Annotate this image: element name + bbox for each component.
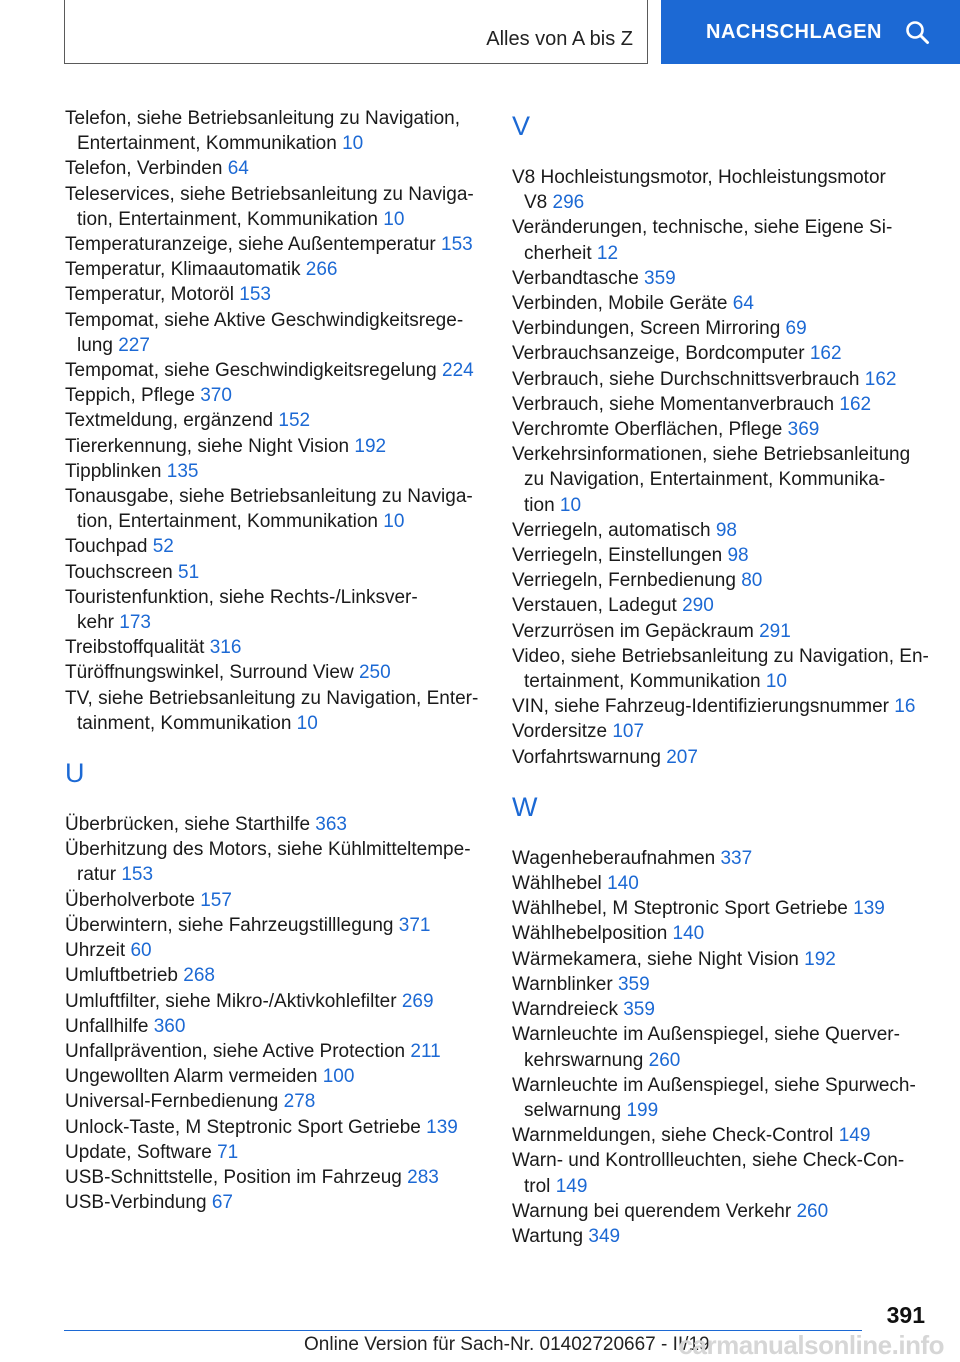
index-entry: [65, 459, 480, 484]
index-entry-text: VIN, siehe Fahrzeug-Identifizierungsnummer: [512, 696, 890, 718]
section-gap: [512, 770, 932, 787]
index-page-link[interactable]: 135: [166, 460, 199, 482]
index-entry: [65, 106, 480, 156]
index-entry-text: Uhrzeit: [65, 940, 126, 962]
index-entry-text: Unfallhilfe: [65, 1015, 149, 1037]
index-entry: [65, 257, 480, 282]
index-entry-text: Verzurrösen im Gepäckraum: [512, 620, 754, 642]
index-entry-text: Verriegeln, automatisch: [512, 519, 711, 541]
index-entry-text: Tiererkennung, siehe Night Vision: [65, 435, 350, 457]
index-column-right: [512, 106, 932, 1249]
index-entry-text: Teppich, Pflege: [65, 385, 195, 407]
index-page-link[interactable]: 192: [804, 948, 836, 970]
index-page-link[interactable]: 64: [732, 293, 754, 315]
index-entry-text: Telefon, Verbinden: [65, 158, 223, 180]
index-entry-text: USB-Verbindung: [65, 1192, 207, 1214]
index-entry: [65, 1014, 480, 1039]
index-entry: [512, 619, 932, 644]
index-entry-text: Touchscreen: [65, 561, 173, 583]
index-entry-text: Verbrauchsanzeige, Bordcomputer: [512, 343, 805, 365]
index-entry: [65, 308, 480, 358]
index-page-link[interactable]: 371: [398, 914, 431, 936]
index-page-link[interactable]: 250: [358, 662, 391, 684]
index-entry-text: Textmeldung, ergänzend: [65, 410, 274, 432]
index-entry-text: Unlock-Taste, M Steptronic Sport Getriebe: [65, 1116, 421, 1138]
index-page-link[interactable]: 316: [209, 637, 242, 659]
index-page-link[interactable]: 98: [715, 519, 737, 541]
index-entry-text: Verstauen, Ladegut: [512, 595, 677, 617]
index-entry-text: Verbrauch, siehe Durchschnittsverbrauch: [512, 368, 860, 390]
index-entry: [65, 837, 480, 887]
index-entry-text: Video, siehe Betriebsanleitung zu Navigation, Entertainment, Kommunikation: [512, 645, 929, 693]
index-entry: [65, 635, 480, 660]
index-entry: [65, 1165, 480, 1190]
index-page-link[interactable]: 80: [741, 570, 763, 592]
index-entry-text: USB-Schnittstelle, Position im Fahrzeug: [65, 1166, 402, 1188]
index-page-link[interactable]: 71: [217, 1141, 239, 1163]
index-entry: [512, 846, 932, 871]
index-page-link[interactable]: 260: [796, 1200, 829, 1222]
index-entry: [512, 947, 932, 972]
page-number: 391: [886, 1302, 925, 1328]
index-entry: [512, 568, 932, 593]
index-entry: [65, 560, 480, 585]
index-entry-text: Warn- und Kontrollleuchten, siehe Check-Control: [512, 1150, 905, 1197]
index-page-link[interactable]: 12: [596, 242, 619, 264]
index-entry-text: V8 Hochleistungsmotor, Hochleistungsmotor V8: [512, 167, 886, 214]
index-entry: [65, 383, 480, 408]
index-entry: [65, 1115, 480, 1140]
index-page-link[interactable]: 139: [426, 1116, 458, 1138]
index-entry-text: Verchromte Oberflächen, Pflege: [512, 419, 783, 441]
index-page-link[interactable]: 207: [666, 746, 698, 768]
index-entry-text: Tonausgabe, siehe Betriebsanleitung zu Navigation, Entertainment, Kommunikation: [65, 486, 473, 533]
index-page-link[interactable]: 157: [200, 889, 232, 911]
index-entry: [65, 1089, 480, 1114]
index-entry-text: Treibstoffqualität: [65, 637, 205, 659]
index-page-link[interactable]: 10: [342, 133, 364, 155]
header-section-box: [64, 0, 648, 64]
index-entry-text: Tempomat, siehe Aktive Geschwindigkeitsregelung: [65, 309, 464, 356]
index-entry: [512, 165, 932, 215]
index-entry-text: TV, siehe Betriebsanleitung zu Navigation, Entertainment, Kommunikation: [65, 687, 479, 734]
index-entry: [512, 442, 932, 518]
index-page-link[interactable]: 153: [441, 234, 473, 256]
index-page-link[interactable]: 260: [648, 1049, 681, 1071]
index-page-link[interactable]: 337: [720, 847, 753, 869]
index-entry: [65, 1140, 480, 1165]
index-entry-text: Verbandtasche: [512, 267, 639, 289]
index-entry: [65, 156, 480, 181]
index-entry: [65, 1190, 480, 1215]
index-entry: [65, 938, 480, 963]
index-entry-text: Veränderungen, technische, siehe Eigene Sicherheit: [512, 217, 893, 264]
index-entry-text: Vordersitze: [512, 721, 608, 743]
index-entry: [65, 989, 480, 1014]
index-entry: [512, 1123, 932, 1148]
index-page-link[interactable]: 10: [296, 712, 318, 734]
index-entry: [65, 484, 480, 534]
index-entry-text: Wählhebelposition: [512, 923, 668, 945]
index-entry: [512, 1073, 932, 1123]
index-entry: [512, 997, 932, 1022]
index-entry-text: Warnmeldungen, siehe Check-Control: [512, 1125, 834, 1147]
index-page-link[interactable]: 360: [153, 1015, 186, 1037]
index-page-link[interactable]: 139: [853, 898, 885, 920]
index-page-link[interactable]: 296: [552, 192, 585, 214]
index-entry-text: Tempomat, siehe Geschwindigkeitsregelung: [65, 360, 437, 382]
index-page-link[interactable]: 60: [130, 940, 152, 962]
index-page-link[interactable]: 211: [410, 1040, 441, 1062]
index-entry-text: Touristenfunktion, siehe Rechts-/Linksverkehr: [65, 586, 418, 634]
index-entry-text: Universal-Fernbedienung: [65, 1091, 279, 1113]
index-page-link[interactable]: 268: [183, 965, 215, 987]
index-entry-text: Teleservices, siehe Betriebsanleitung zu Navigation, Entertainment, Kommunikation: [65, 183, 474, 230]
index-entry-text: Unfallprävention, siehe Active Protection: [65, 1040, 406, 1062]
index-page-link[interactable]: 369: [787, 419, 820, 441]
index-entry-text: Ungewollten Alarm vermeiden: [65, 1066, 318, 1088]
index-page-link[interactable]: 162: [809, 343, 842, 365]
index-page-link[interactable]: 10: [559, 494, 582, 516]
index-entry: [512, 417, 932, 442]
index-entry: [512, 719, 932, 744]
index-entry: [65, 534, 480, 559]
index-page-link[interactable]: 162: [839, 393, 872, 415]
index-entry-text: Warnleuchte im Außenspiegel, siehe Spurwechselwarnung: [512, 1074, 916, 1121]
index-entry: [512, 291, 932, 316]
index-entry: [512, 896, 932, 921]
index-page-link[interactable]: 290: [682, 595, 714, 617]
index-entry: [512, 694, 932, 719]
index-entry-text: Verriegeln, Fernbedienung: [512, 570, 736, 592]
index-entry-text: Umluftbetrieb: [65, 965, 178, 987]
index-page-link[interactable]: 98: [727, 545, 749, 567]
section-gap: [65, 736, 480, 753]
index-entry: [65, 434, 480, 459]
section-letter: W: [512, 791, 538, 822]
index-entry-text: Verkehrsinformationen, siehe Betriebsanleitung zu Navigation, Entertainment, Kommunikation: [512, 444, 911, 516]
index-entry: [65, 660, 480, 685]
index-entry-text: Telefon, siehe Betriebsanleitung zu Navigation, Entertainment, Kommunikation: [65, 108, 461, 155]
index-entry: [65, 812, 480, 837]
index-page-link[interactable]: 266: [305, 259, 338, 281]
header-section-title: Alles von A bis Z: [486, 28, 633, 50]
index-entry: [512, 593, 932, 618]
index-entry: [65, 913, 480, 938]
index-page-link[interactable]: 64: [227, 158, 249, 180]
index-page-link[interactable]: 69: [785, 318, 807, 340]
index-entry: [65, 358, 480, 383]
index-entry-text: Wählhebel: [512, 873, 602, 895]
index-entry-text: Update, Software: [65, 1141, 212, 1163]
index-entry-text: Türöffnungswinkel, Surround View: [65, 662, 354, 684]
index-entry: [65, 888, 480, 913]
index-entry: [512, 972, 932, 997]
index-column-left: [65, 106, 480, 1215]
index-entry-text: Touchpad: [65, 536, 148, 558]
index-entry: [512, 1199, 932, 1224]
index-page-link[interactable]: 10: [383, 208, 405, 230]
index-page-link[interactable]: 149: [555, 1175, 588, 1197]
index-page-link[interactable]: 140: [607, 873, 639, 895]
index-entry: [65, 1064, 480, 1089]
index-entry-text: Verbindungen, Screen Mirroring: [512, 318, 781, 340]
index-entry: [512, 1224, 932, 1249]
index-page-link[interactable]: 10: [765, 671, 787, 693]
index-page-link[interactable]: 10: [383, 511, 405, 533]
index-page-link[interactable]: 370: [200, 385, 232, 407]
index-entry-text: Warndreieck: [512, 999, 618, 1021]
watermark: carmanualsonline.info: [678, 1330, 944, 1360]
index-page-link[interactable]: 162: [864, 368, 897, 390]
index-entry: [65, 282, 480, 307]
index-entry-text: Überbrücken, siehe Starthilfe: [65, 814, 311, 836]
index-entry: [512, 518, 932, 543]
index-page-link[interactable]: 16: [894, 696, 916, 718]
index-page-link[interactable]: 192: [354, 435, 387, 457]
nachschlagen-tab-label: NACHSCHLAGEN: [706, 20, 882, 43]
nachschlagen-tab[interactable]: [661, 0, 960, 64]
index-entry: [65, 585, 480, 635]
index-entry-text: Temperaturanzeige, siehe Außentemperatur: [65, 234, 436, 256]
index-entry: [65, 1039, 480, 1064]
index-page-link[interactable]: 359: [644, 267, 676, 289]
footer-online-version: Online Version für Sach-Nr. 01402720667 - II/19: [304, 1334, 710, 1355]
index-entry: [512, 341, 932, 366]
index-entry: [512, 745, 932, 770]
index-entry-text: Wagenheberaufnahmen: [512, 847, 716, 869]
index-page-link[interactable]: 291: [759, 620, 791, 642]
index-entry: [65, 232, 480, 257]
index-page-link[interactable]: 52: [152, 536, 174, 558]
index-page-link[interactable]: 359: [617, 973, 650, 995]
index-entry-text: Verbrauch, siehe Momentanverbrauch: [512, 393, 835, 415]
section-letter: U: [65, 758, 85, 789]
index-page-link[interactable]: 363: [315, 814, 347, 836]
index-entry-text: Überhitzung des Motors, siehe Kühlmitteltemperatur: [65, 839, 471, 886]
index-entry-text: Warnblinker: [512, 973, 613, 995]
index-entry-text: Warnung bei querendem Verkehr: [512, 1200, 792, 1222]
index-entry: [512, 367, 932, 392]
index-entry-text: Wärmekamera, siehe Night Vision: [512, 948, 799, 970]
index-entry-text: Umluftfilter, siehe Mikro-/Aktivkohlefilter: [65, 990, 397, 1012]
index-page-link[interactable]: 152: [278, 410, 311, 432]
index-page-link[interactable]: 107: [612, 721, 645, 743]
section-letter: V: [512, 111, 531, 141]
index-entry-text: Verriegeln, Einstellungen: [512, 545, 723, 567]
index-entry: [512, 543, 932, 568]
index-page-link[interactable]: 173: [119, 612, 151, 634]
index-page-link[interactable]: 51: [178, 561, 200, 583]
index-entry: [512, 644, 932, 694]
index-page-link[interactable]: 224: [442, 360, 474, 382]
index-entry: [512, 266, 932, 291]
index-entry-text: Wählhebel, M Steptronic Sport Getriebe: [512, 898, 848, 920]
index-entry: [512, 316, 932, 341]
index-entry-text: Überholverbote: [65, 889, 195, 911]
index-page-link[interactable]: 278: [283, 1091, 316, 1113]
index-page-link[interactable]: 67: [211, 1192, 233, 1214]
index-page-link[interactable]: 149: [838, 1125, 871, 1147]
index-page-link[interactable]: 153: [239, 284, 271, 306]
index-entry: [512, 215, 932, 265]
index-entry: [65, 963, 480, 988]
index-page-link[interactable]: 359: [623, 999, 655, 1021]
index-page-link[interactable]: 100: [322, 1066, 355, 1088]
index-page-link[interactable]: 269: [401, 990, 434, 1012]
index-entry-text: Tippblinken: [65, 460, 162, 482]
index-entry: [512, 871, 932, 896]
index-entry-text: Wartung: [512, 1225, 584, 1247]
index-entry-text: Warnleuchte im Außenspiegel, siehe Querverkehrswarnung: [512, 1024, 900, 1071]
index-entry: [512, 1022, 932, 1072]
index-entry-text: Temperatur, Motoröl: [65, 284, 234, 306]
index-page-link[interactable]: 199: [626, 1099, 659, 1121]
index-entry: [512, 921, 932, 946]
index-entry-text: Überwintern, siehe Fahrzeugstilllegung: [65, 914, 394, 936]
index-page-link[interactable]: 153: [121, 864, 154, 886]
index-entry: [512, 392, 932, 417]
index-entry: [512, 1148, 932, 1198]
index-page-link[interactable]: 140: [672, 923, 705, 945]
index-page-link[interactable]: 349: [588, 1225, 621, 1247]
index-page-link[interactable]: 283: [407, 1166, 439, 1188]
index-entry-text: Temperatur, Klimaautomatik: [65, 259, 301, 281]
index-page-link[interactable]: 227: [118, 334, 150, 356]
index-entry: [65, 182, 480, 232]
search-icon: [904, 19, 930, 45]
index-entry-text: Verbinden, Mobile Geräte: [512, 293, 728, 315]
index-entry: [65, 408, 480, 433]
index-entry: [65, 686, 480, 736]
index-entry-text: Vorfahrtswarnung: [512, 746, 661, 768]
